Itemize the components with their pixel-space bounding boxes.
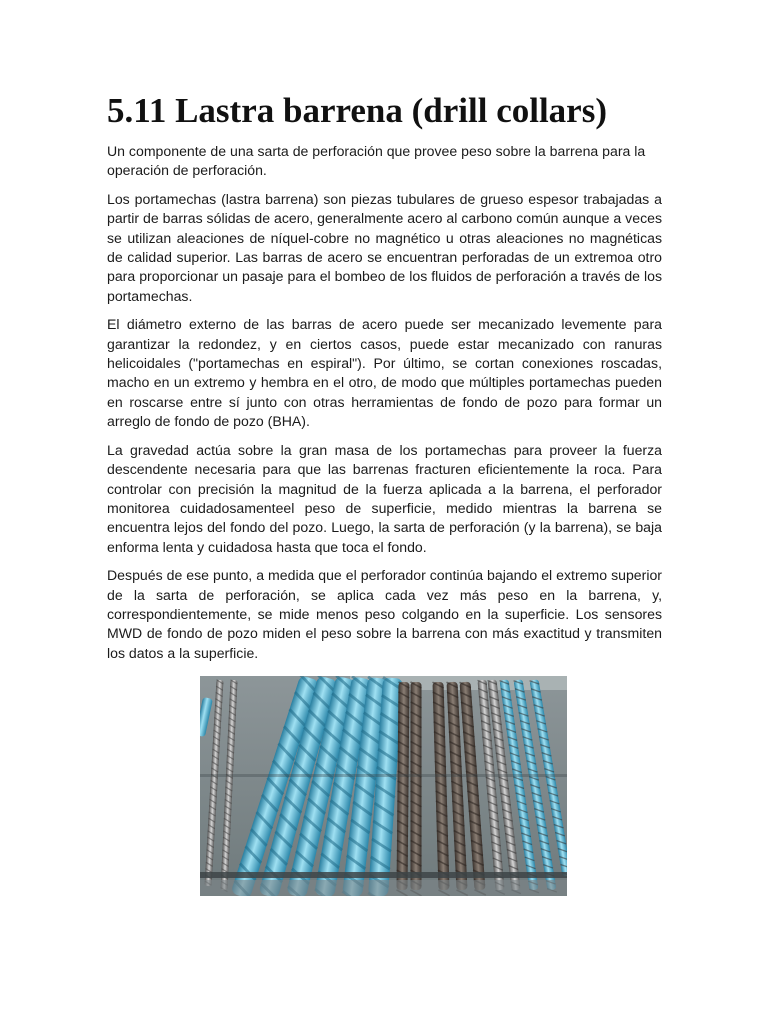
paragraph-measurement: Después de ese punto, a medida que el perforador continúa bajando el extremo superior de la sarta de perforación, se aplica cada vez más peso en la barrena, y, correspondientemente, se mide menos peso colgando en la superficie. Los sensores MWD de fondo de pozo miden el peso sobre la barrena con más exactitud y transmiten los datos a la superficie. <box>107 567 662 661</box>
dark-spiral-collar-1 <box>396 682 409 896</box>
drill-collars-photo <box>200 676 567 896</box>
paragraph-machining: El diámetro externo de las barras de acero puede ser mecanizado levemente para garantizar la redondez, y en ciertos casos, puede estar mecanizado con ranuras helicoidales ("portamechas en espiral"). Por último, se cortan conexiones roscadas, macho en un extremo y hembra en el otro, de modo que múltiples portamechas pueden en roscarse entre sí junto con otras herramientas de fondo de pozo para formar un arreglo de fondo de pozo (BHA). <box>107 316 662 430</box>
paragraph-definition: Un componente de una sarta de perforación que provee peso sobre la barrena para la operación de perforación. <box>107 143 646 179</box>
drill-collars-illustration <box>200 676 567 896</box>
floor-foreground <box>200 880 567 896</box>
page-title: 5.11 Lastra barrena (drill collars) <box>107 91 607 130</box>
rack-beam-front <box>200 872 567 878</box>
body-text <box>107 142 662 672</box>
rack-beam-middle <box>200 774 567 777</box>
paragraph-gravity: La gravedad actúa sobre la gran masa de los portamechas para proveer la fuerza descendente necesaria para que las barrenas fracturen eficientemente la roca. Para controlar con precisión la magnitud de la fuerza aplicada a la barrena, el perforador monitorea cuidadosamenteel peso de superficie, medido mientras la barrena se encuentra lejos del fondo del pozo. Luego, la sarta de perforación (y la barrena), se baja enforma lenta y cuidadosa hasta que toca el fondo. <box>107 441 662 555</box>
paragraph-composition: Los portamechas (lastra barrena) son piezas tubulares de grueso espesor trabajadas a partir de barras sólidas de acero, generalmente acero al carbono común aunque a veces se utilizan aleaciones de níquel-cobre no magnético u otras aleaciones no magnéticas de calidad superior. Las barras de acero se encuentran perforadas de un extremoa otro para proporcionar un pasaje para el bombeo de los fluidos de perforación a través de los portamechas. <box>107 190 662 304</box>
dark-spiral-collar-2 <box>411 682 422 896</box>
